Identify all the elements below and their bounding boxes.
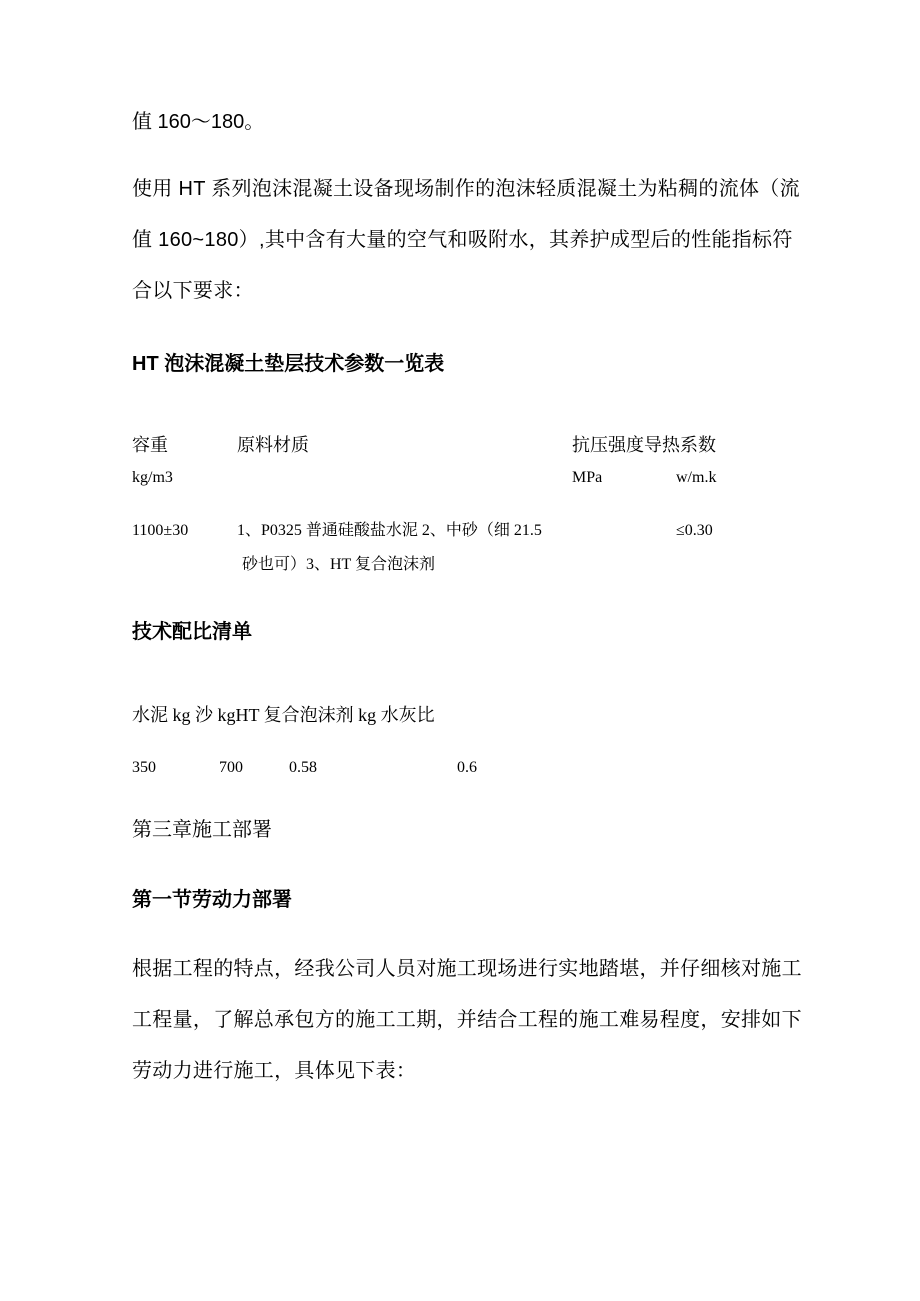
mix-value-foaming-agent: 0.58 bbox=[289, 759, 317, 776]
chapter-title: 第三章施工部署 bbox=[132, 819, 272, 841]
intro-paragraph-line: 合以下要求： bbox=[132, 280, 254, 302]
mix-table-title: 技术配比清单 bbox=[132, 621, 252, 643]
mix-value-cement: 350 bbox=[132, 759, 156, 776]
header-material: 原料材质 bbox=[237, 435, 309, 455]
row-material-line2: 砂也可）3、HT 复合泡沫剂 bbox=[242, 556, 436, 573]
intro-paragraph bbox=[132, 164, 800, 317]
mix-value-sand: 700 bbox=[219, 759, 243, 776]
mix-table-header: 水泥 kg 沙 kgHT 复合泡沫剂 kg 水灰比 bbox=[132, 705, 435, 725]
row-material-line1: 1、P0325 普通硅酸盐水泥 2、中砂（细 21.5 bbox=[237, 522, 542, 539]
labor-paragraph-line: 根据工程的特点，经我公司人员对施工现场进行实地踏堪，并仔细核对施工 bbox=[132, 958, 802, 980]
unit-conductivity: w/m.k bbox=[676, 469, 717, 486]
labor-paragraph-line: 工程量，了解总承包方的施工工期，并结合工程的施工难易程度，安排如下 bbox=[132, 1009, 802, 1031]
row-density-value: 1100±30 bbox=[132, 522, 189, 539]
unit-strength: MPa bbox=[572, 469, 603, 486]
intro-paragraph-line: 使用 HT 系列泡沫混凝土设备现场制作的泡沫轻质混凝土为粘稠的流体（流 bbox=[132, 178, 800, 200]
top-fragment-text: 值 160～180。 bbox=[132, 111, 265, 133]
unit-density: kg/m3 bbox=[132, 469, 173, 486]
param-table-title: HT 泡沫混凝土垫层技术参数一览表 bbox=[132, 353, 445, 375]
row-conductivity-value: ≤0.30 bbox=[676, 522, 713, 539]
section-title: 第一节劳动力部署 bbox=[132, 889, 292, 911]
labor-paragraph bbox=[132, 944, 802, 1097]
header-strength-conductivity: 抗压强度导热系数 bbox=[572, 435, 716, 455]
header-density: 容重 bbox=[132, 435, 168, 455]
labor-paragraph-line: 劳动力进行施工，具体见下表： bbox=[132, 1060, 417, 1082]
intro-paragraph-line: 值 160~180）,其中含有大量的空气和吸附水，其养护成型后的性能指标符 bbox=[132, 229, 793, 251]
mix-value-water-cement-ratio: 0.6 bbox=[457, 759, 477, 776]
